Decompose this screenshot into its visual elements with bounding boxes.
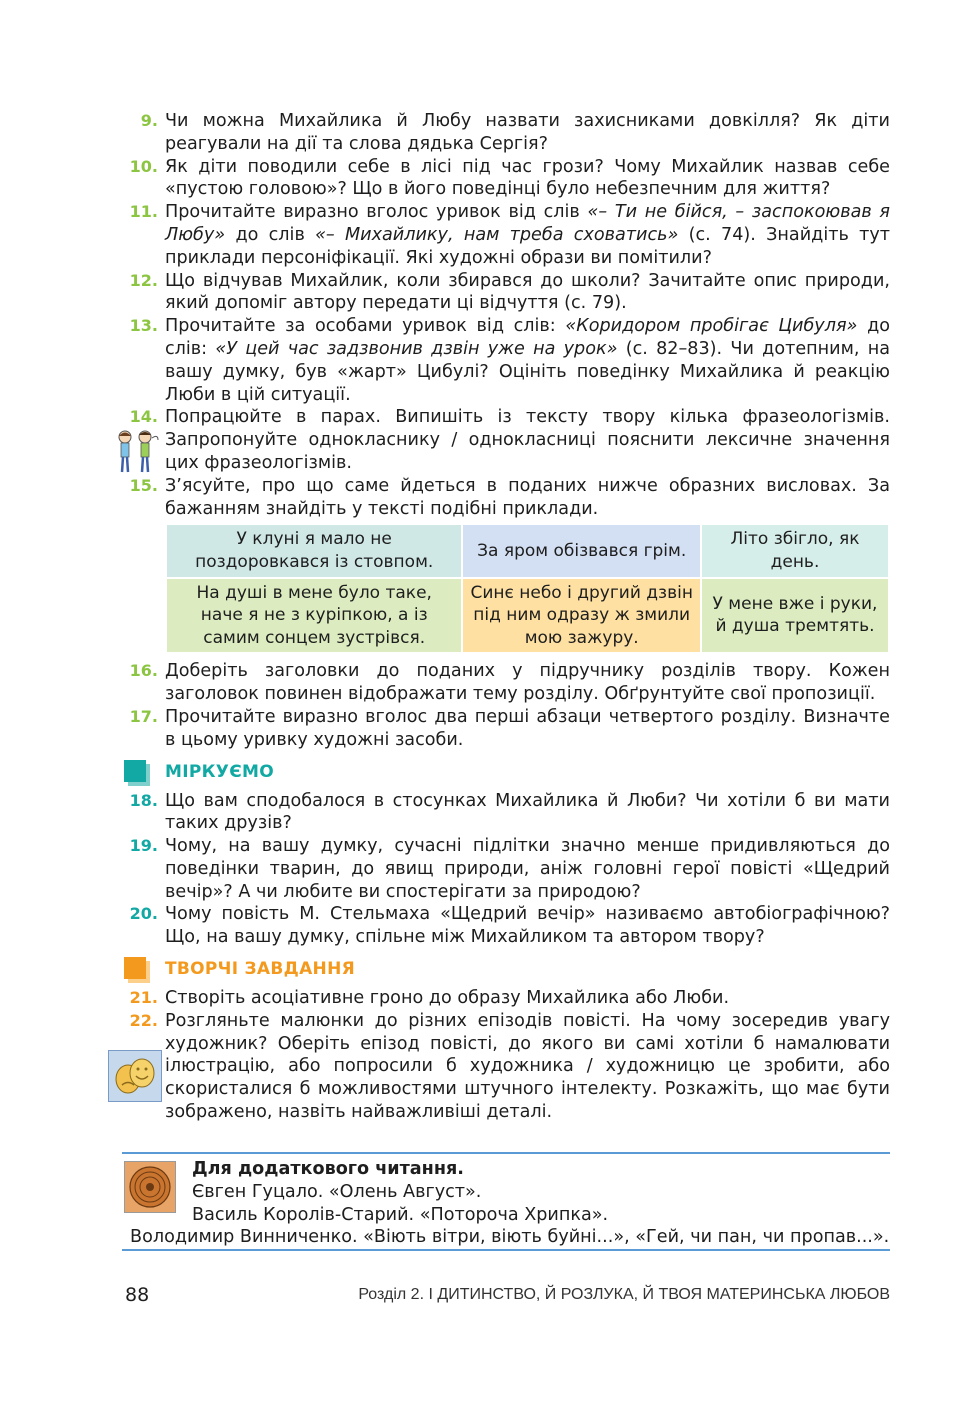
list-item: Василь Королів-Старий. «Потороча Хрипка». — [192, 1205, 609, 1225]
phrases-table — [165, 523, 890, 654]
question-16: 16. Доберіть заголовки до поданих у підручнику розділів твору. Кожен заголовок повинен відображати тему розділу. Обґрунтуйте свої пропозиції. — [129, 661, 890, 705]
table-cell: Літо збігло, як день. — [701, 524, 889, 577]
section-creative-header: ТВОРЧІ ЗАВДАННЯ — [122, 957, 890, 981]
theater-masks-icon — [108, 1050, 162, 1102]
extra-reading-title: Для додаткового читання. — [192, 1159, 464, 1179]
table-row — [166, 578, 889, 654]
table-cell: За яром обізвався грім. — [462, 524, 701, 577]
table-cell: У клуні я мало не поздоровкався із стовпом. — [166, 524, 462, 577]
vinyl-record-icon — [124, 1161, 176, 1213]
extra-reading-box — [122, 1152, 890, 1251]
table-row — [166, 524, 889, 577]
question-19: 19. Чому, на вашу думку, сучасні підлітки значно менше придивляються до поведінки тварин, до явищ природи, аніж головні герої повісті «Щедрий вечір»? А чи любите ви спостерігати за природою? — [129, 836, 890, 902]
question-17: 17. Прочитайте виразно вголос два перші абзаци четвертого розділу. Визначте в цьому уривку художні засоби. — [129, 706, 890, 750]
question-11: 11. Прочитайте виразно вголос уривок від слів «– Ти не бійся, – заспокоював я Любу» до слів «– Михайлику, нам треба сховатись» (с. 74). Знайдіть тут приклади персоніфікації. Які художні образи ви помітили? — [129, 202, 890, 268]
running-footer: Розділ 2. І ДИТИНСТВО, Й РОЗЛУКА, Й ТВОЯ МАТЕРИНСЬКА ЛЮБОВ — [358, 1286, 890, 1303]
table-cell: Синє небо і другий дзвін під ним одразу ж змили мою зажуру. — [462, 578, 701, 654]
list-item: Володимир Винниченко. «Віють вітри, віють буйні...», «Гей, чи пан, чи пропав...». — [130, 1227, 890, 1247]
question-15: 15. З’ясуйте, про що саме йдеться в поданих нижче образних висловах. За бажанням знайдіть у тексті подібні приклади. — [129, 475, 890, 519]
main-column — [122, 110, 890, 1124]
section-think-header: МІРКУЄМО — [122, 760, 890, 784]
question-18: 18. Що вам сподобалося в стосунках Михайлика й Люби? Чи хотіли б ви мати таких друзів? — [129, 790, 890, 834]
page-number: 88 — [125, 1284, 150, 1306]
table-cell: У мене вже і руки, й душа тремтять. — [701, 578, 889, 654]
question-20: 20. Чому повість М. Стельмаха «Щедрий вечір» називаємо автобіографічною? Що, на вашу думку, спільне між Михайликом та автором твору? — [129, 904, 890, 948]
question-21: 21. Створіть асоціативне гроно до образу Михайлика або Люби. — [129, 988, 730, 1009]
question-14: 14. Попрацюйте в парах. Випишіть із тексту твору кілька фразеологізмів. Запропонуйте однокласнику / однокласниці пояснити лексичне значення цих фразеологізмів. — [129, 407, 890, 473]
question-10: 10. Як діти поводили себе в лісі під час грози? Чому Михайлик назвав себе «пустою головою»? Що в його поведінці було небезпечним для життя? — [129, 156, 890, 200]
list-item: Євген Гуцало. «Олень Август». — [192, 1182, 482, 1202]
pair-work-icon — [112, 428, 160, 478]
question-12: 12. Що відчував Михайлик, коли збирався до школи? Зачитайте опис природи, який допоміг автору передати ці відчуття (с. 79). — [129, 270, 890, 314]
question-9: 9. Чи можна Михайлика й Любу назвати захисниками довкілля? Як діти реагували на дії та слова дядька Сергія? — [140, 111, 890, 154]
question-22: 22. Розгляньте малюнки до різних епізодів повісті. На чому зосередив увагу художник? Оберіть епізод повісті, до якого ви самі хотіли б намалювати ілюстрацію, або попросили б художника / художницю це зробити, або скористалися б можливостями штучного інтелекту. Розкажіть, що має бути зображено, назвіть найважливіші деталі. — [129, 1010, 890, 1123]
table-cell: На душі в мене було таке, наче я не з куріпкою, а із самим сонцем зустрівся. — [166, 578, 462, 654]
question-13: 13. Прочитайте за особами уривок від слів: «Коридором пробігає Цибуля» до слів: «У цей час задзвонив дзвін уже на урок» (с. 82–83). Чи дотепним, на вашу думку, був «жарт» Цибулі? Оцініть поведінку Михайлика й реакцію Люби в цій ситуації. — [129, 316, 891, 405]
